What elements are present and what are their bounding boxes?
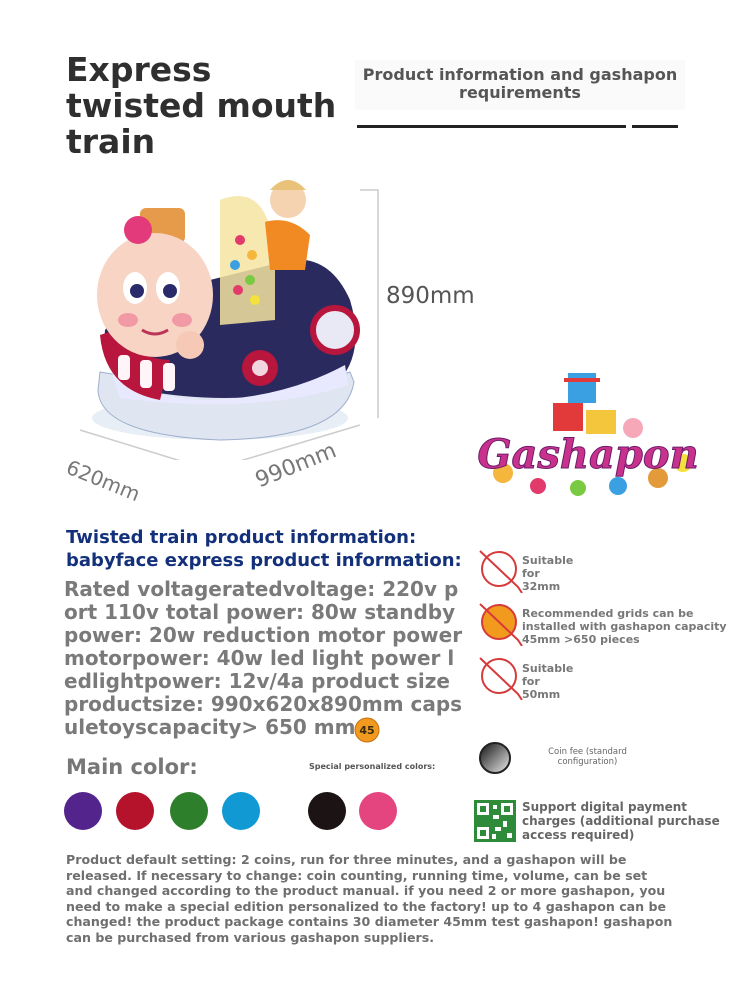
special-colors-label: Special personalized colors: xyxy=(309,762,436,771)
color-swatch-pink xyxy=(359,792,397,830)
width-dimension: 990mm xyxy=(252,438,341,494)
coin-fee-label: Coin fee (standard configuration) xyxy=(548,747,627,767)
depth-dimension: 620mm xyxy=(63,455,144,507)
requirements-header: Product information and gashapon requirements xyxy=(355,60,685,110)
color-swatch-blue xyxy=(222,792,260,830)
color-swatch-green xyxy=(170,792,208,830)
color-swatch-black xyxy=(308,792,346,830)
requirement-45mm: Recommended grids can be installed with gashapon capacity 45mm >650 pieces xyxy=(522,607,727,646)
coin-icon xyxy=(478,741,512,775)
product-info-subheading: babyface express product information: xyxy=(66,550,462,571)
header-rule xyxy=(357,125,626,128)
requirement-32mm: Suitable for 32mm xyxy=(522,554,574,593)
header-rule-short xyxy=(632,125,678,128)
gashapon-logo xyxy=(468,368,708,508)
recommended-45mm-icon xyxy=(475,598,523,646)
requirement-50mm: Suitable for 50mm xyxy=(522,662,574,701)
page-title: Express twisted mouth train xyxy=(66,50,337,161)
no-32mm-icon xyxy=(475,545,523,593)
main-color-label: Main color: xyxy=(66,755,198,779)
no-50mm-icon xyxy=(475,652,523,700)
gashapon-logo-text: Gashapon xyxy=(477,431,699,478)
color-swatch-purple xyxy=(64,792,102,830)
color-swatch-red xyxy=(116,792,154,830)
svg-text:45: 45 xyxy=(359,724,375,737)
default-setting-notes: Product default setting: 2 coins, run for three minutes, and a gashapon will be released. If necessary to change: coin counting, running time, volume, can be set and changed according to the product manual. if you need 2 or more gashapon, you need to make a special edition personalized to the factory! up to 4 gashapon can be changed! the product package contains 30 diameter 45mm test gashapon! gashapon can be purchased from various gashapon suppliers. xyxy=(66,852,673,945)
height-dimension: 890mm xyxy=(386,283,475,309)
digital-payment-label: Support digital payment charges (additional purchase access required) xyxy=(522,800,720,842)
product-info-heading: Twisted train product information: xyxy=(66,527,417,548)
qr-code-icon xyxy=(474,800,516,842)
product-specs: Rated voltageratedvoltage: 220v port 110v total power: 80w standby power: 20w reduction motor power motorpower: 40w led light power ledlightpower: 12v/4a product sizeproductsize: 990x620x890mm capsuletoyscapacity> 650 mm xyxy=(64,577,463,739)
capsule-45-badge xyxy=(353,716,381,744)
train-ride-image xyxy=(60,160,390,460)
